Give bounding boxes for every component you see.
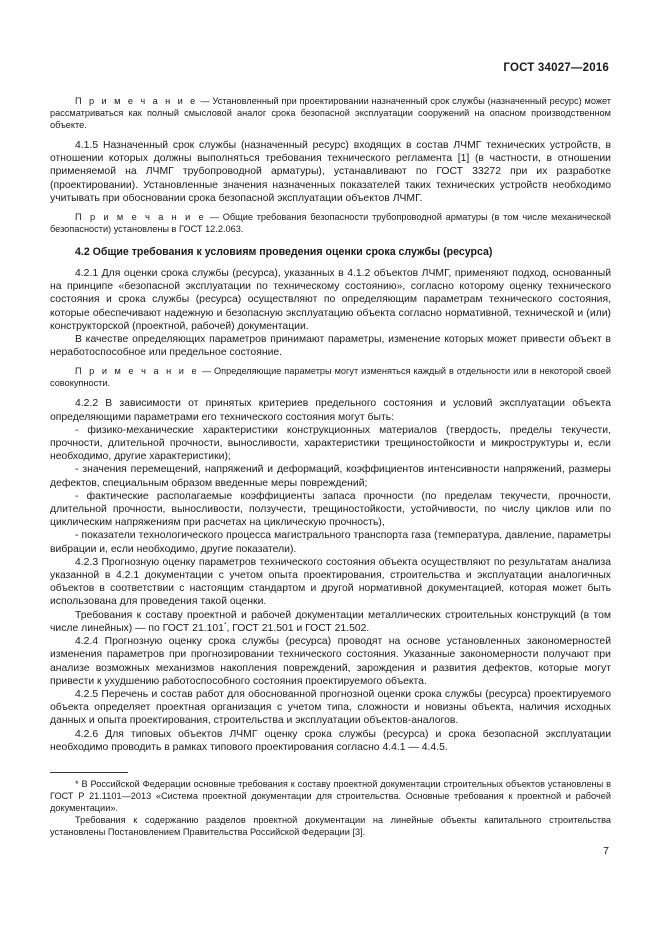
note-text: — Установленный при проектировании назначенный срок службы (назначенный ресурс) может рассматриваться как полный смысловой аналог срока безопасной эксплуатации сооружений на опасном производственном объекте.: [50, 96, 611, 130]
note-valve-safety: [50, 211, 611, 235]
footnote: * В Российской Федерации основные требования к составу проектной документации строительных объектов установлены в ГОСТ Р 21.1101—2013 «Система проектной документации для строительства. Основные требования к проектной и рабочей документации».: [50, 779, 611, 813]
list-item: - значения перемещений, напряжений и деформаций, коэффициентов интенсивности напряжений, размеры дефектов, специальным образом введенные меры повреждений;: [50, 464, 611, 489]
paragraph-defining-parameters: В качестве определяющих параметров принимают параметры, изменение которых может привести объект в неработоспособное или предельное состояние.: [50, 334, 611, 359]
standard-header: ГОСТ 34027—2016: [503, 62, 609, 74]
list-item: - показатели технологического процесса магистрального транспорта газа (температура, давление, параметры вибрации и, если необходимо, другие показатели).: [50, 530, 611, 555]
note-label: П р и м е ч а н и е: [75, 212, 207, 223]
page-number: 7: [603, 845, 609, 857]
requirements-text: Требования к составу проектной и рабочей документации металлических строительных конструкций (в том числе линейных) — по ГОСТ 21.101: [50, 609, 611, 634]
list-item: - физико-механические характеристики конструкционных материалов (твердость, пределы текучести, прочности, длительной прочности, выносливости, характеристики трещиностойкости и микроструктуры и, если необходимо, другие характеристики);: [50, 424, 611, 463]
note-text: — Определяющие параметры могут изменяться каждый в отдельности или в некоторой своей совокупности.: [50, 366, 611, 389]
paragraph-4-2-3: 4.2.3 Прогнозную оценку параметров технического состояния объекта осуществляют по результатам анализа указанной в 4.2.1 документации с учетом опыта проектирования, строительства и эксплуатации аналогичных объектов в соответствии с настоящим стандартом и другой нормативной документацией, которая может быть использована для проведения такой оценки.: [50, 556, 611, 608]
note-label: П р и м е ч а н и е: [75, 96, 198, 106]
paragraph-documentation-requirements: [50, 609, 611, 635]
note-label: П р и м е ч а н и е: [75, 366, 199, 377]
note-service-life: [50, 95, 611, 131]
paragraph-4-2-5: 4.2.5 Перечень и состав работ для обоснованной прогнозной оценки срока службы (ресурса) проектируемого объекта определяет проектная организация с учетом типа, сложности и новизны объекта, наличия исходных данных и опыта проектирования, строительства и эксплуатации объектов-аналогов.: [50, 688, 611, 727]
paragraph-4-2-4: 4.2.4 Прогнозную оценку срока службы (ресурса) проводят на основе установленных закономерностей изменения параметров при прогнозировании технического состояния. Указанные закономерности получают при анализе возможных механизмов накопления повреждений, зарождения и развития дефектов, которые могут привести к ухудшению работоспособного состояния проектируемого объекта.: [50, 636, 611, 687]
footnote: Требования к содержанию разделов проектной документации на линейные объекты капитального строительства установлены Постановлением Правительства Российской Федерации [3].: [50, 815, 611, 837]
document-body: [50, 95, 611, 754]
list-item: - фактические располагаемые коэффициенты запаса прочности (по пределам текучести, прочности, длительной прочности, выносливости, ползучести, трещиностойкости, устойчивости, по числу циклов или по циклическим напряжениям при расчетах на циклическую прочность),: [50, 490, 611, 529]
paragraph-4-2-2: 4.2.2 В зависимости от принятых критериев предельного состояния и условий эксплуатации объекта определяющими параметрами его технического состояния могут быть:: [50, 398, 611, 423]
footnotes: [50, 778, 611, 838]
note-text: — Общие требования безопасности трубопроводной арматуры (в том числе механической безопасности) установлены в ГОСТ 12.2.063.: [50, 212, 612, 235]
note-defining-parameters: [50, 365, 611, 389]
footnote-marker: *: [223, 621, 227, 629]
footnote-divider: [50, 772, 128, 773]
paragraph-4-1-5: 4.1.5 Назначенный срок службы (назначенный ресурс) входящих в состав ЛЧМГ технических устройств, в отношении которых должны выполняться требования технического регламента [1] (в частности, в отношении применяемой на ЛЧМГ трубопроводной арматуры), устанавливают по ГОСТ 33272 при их разработке (проектировании). Установленные значения назначенных показателей таких технических устройств необходимо учитывать при обосновании срока безопасной эксплуатации объектов ЛЧМГ.: [50, 140, 611, 204]
paragraph-4-2-6: 4.2.6 Для типовых объектов ЛЧМГ оценку срока службы (ресурса) и срока безопасной эксплуатации необходимо проводить в рамках типового проектирования согласно 4.4.1 — 4.4.5.: [50, 728, 611, 753]
paragraph-4-2-1: 4.2.1 Для оценки срока службы (ресурса), указанных в 4.1.2 объектов ЛЧМГ, применяют подход, основанный на принципе «безопасной эксплуатации по техническому состоянию», согласно которому оценку технического состояния и срока службы (ресурса) осуществляют по определяющим параметрам технического состояния, которые обеспечивают надежную и безопасную эксплуатацию объекта согласно нормативной, технической и (или) конструкторской (проектной, рабочей) документации.: [50, 268, 611, 332]
requirements-text-end: , ГОСТ 21.501 и ГОСТ 21.502.: [226, 622, 370, 634]
section-heading-4-2: 4.2 Общие требования к условиям проведения оценки срока службы (ресурса): [75, 246, 493, 259]
